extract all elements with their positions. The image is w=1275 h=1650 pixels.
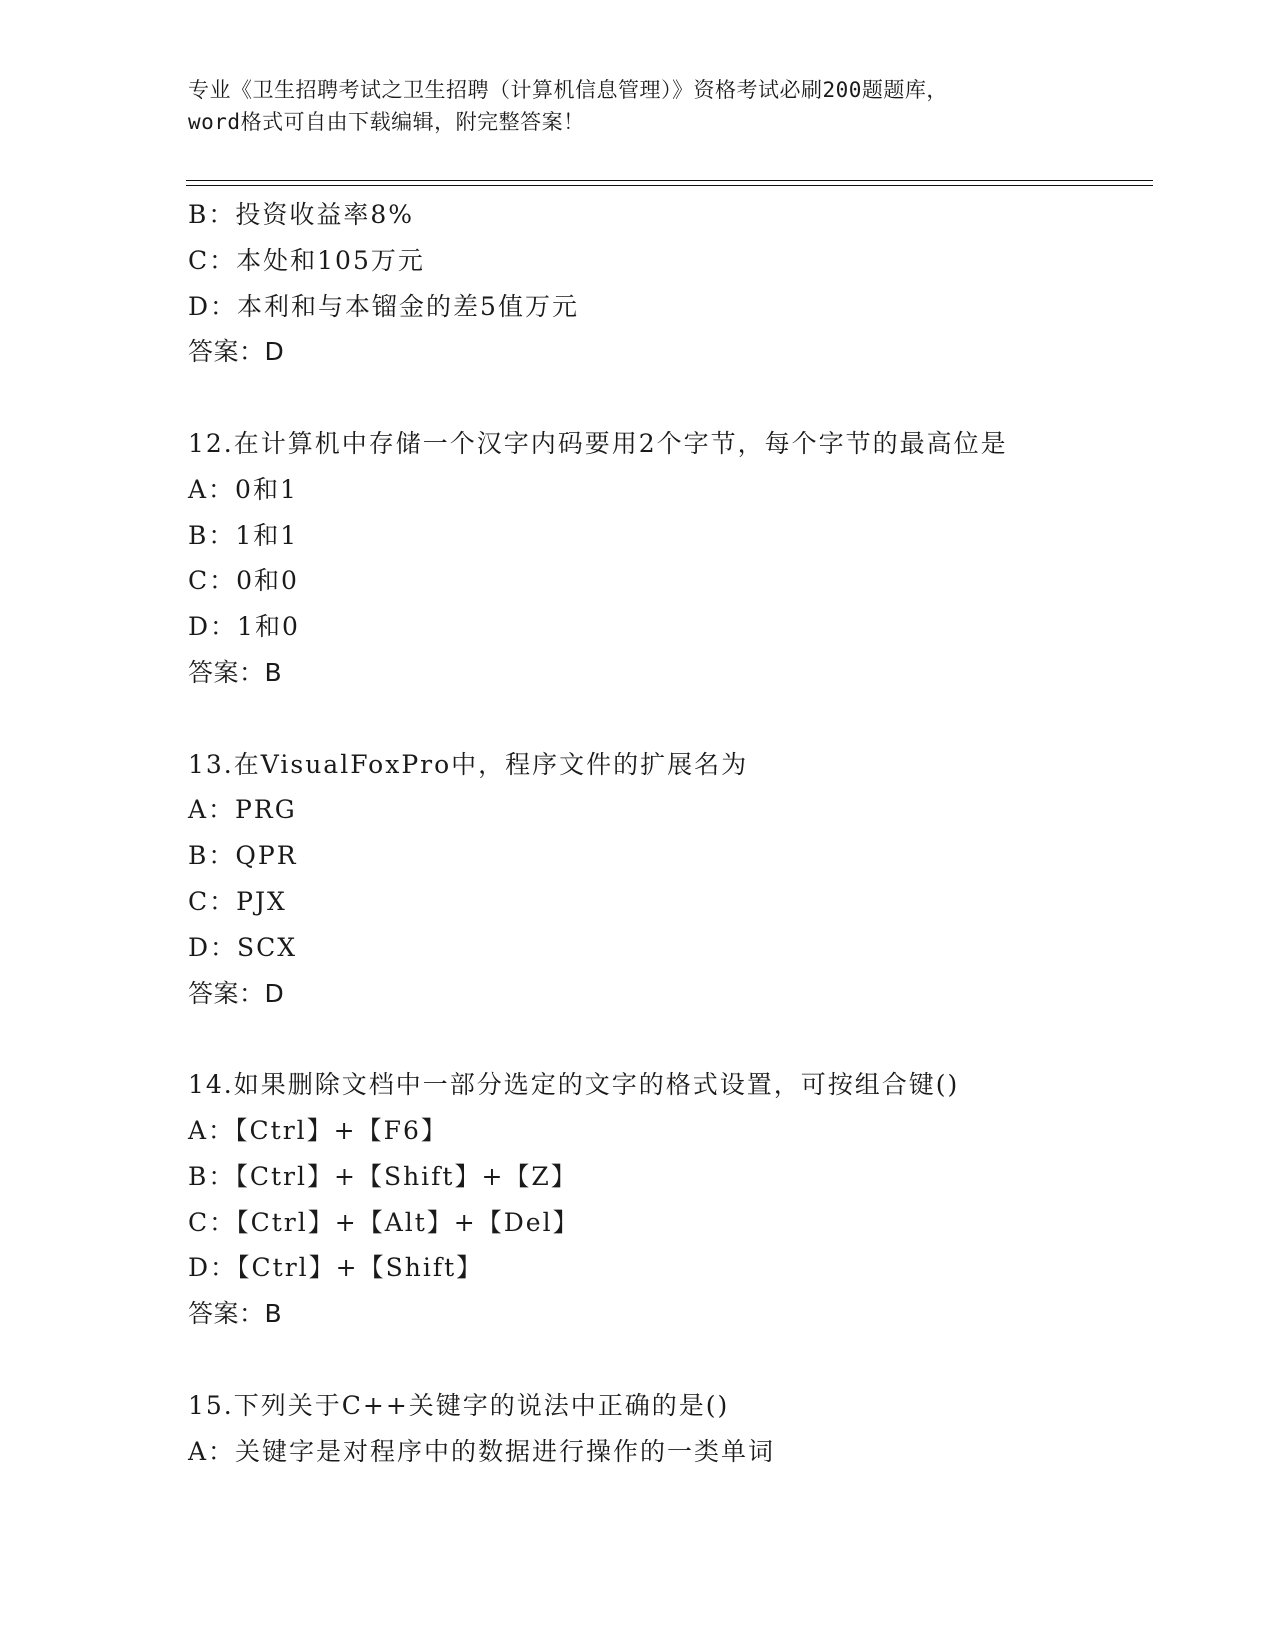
- header-line-1: 专业《卫生招聘考试之卫生招聘（计算机信息管理）》资格考试必刷200题题库，: [188, 78, 948, 102]
- header-line-2: word格式可自由下载编辑，附完整答案！: [188, 110, 585, 134]
- option-c: C：0和0: [188, 566, 299, 596]
- answer: 答案：B: [188, 1299, 283, 1329]
- question-14: [188, 1062, 1148, 1337]
- spacer: [188, 696, 1148, 742]
- option-a: A：【Ctrl】+【F6】: [188, 1115, 448, 1145]
- answer: 答案：D: [188, 978, 285, 1008]
- question-stem: 14.如果删除文档中一部分选定的文字的格式设置，可按组合键(): [188, 1070, 960, 1100]
- question-stem: 12.在计算机中存储一个汉字内码要用2个字节，每个字节的最高位是: [188, 428, 1008, 458]
- option-b: B：【Ctrl】+【Shift】+【Z】: [188, 1161, 578, 1191]
- question-11-remainder: [188, 192, 1148, 375]
- question-stem: 13.在VisualFoxPro中，程序文件的扩展名为: [188, 749, 749, 779]
- option-a: A：0和1: [188, 474, 298, 504]
- spacer: [188, 1016, 1148, 1062]
- question-stem: 15.下列关于C++关键字的说法中正确的是(): [188, 1390, 730, 1420]
- question-13: [188, 742, 1148, 1017]
- option-d: D：1和0: [188, 612, 300, 642]
- question-list: [188, 192, 1148, 1474]
- option-c: C：本处和105万元: [188, 245, 425, 275]
- option-b: B：投资收益率8%: [188, 200, 415, 229]
- option-b: B：QPR: [188, 841, 298, 871]
- option-c: C：PJX: [188, 886, 287, 916]
- option-d: D：SCX: [188, 932, 298, 962]
- spacer: [188, 1337, 1148, 1383]
- header-rule-top: [186, 180, 1153, 181]
- option-d: D：【Ctrl】+【Shift】: [188, 1253, 484, 1283]
- question-15: [188, 1383, 1148, 1475]
- option-c: C：【Ctrl】+【Alt】+【Del】: [188, 1207, 580, 1237]
- document-header: [188, 74, 1088, 138]
- option-b: B：1和1: [188, 520, 299, 550]
- option-a: A：PRG: [188, 795, 297, 825]
- option-a: A：关键字是对程序中的数据进行操作的一类单词: [188, 1436, 776, 1466]
- answer: 答案：D: [188, 337, 285, 367]
- question-12: [188, 421, 1148, 696]
- header-rule-bottom: [186, 185, 1153, 186]
- answer: 答案：B: [188, 657, 283, 687]
- option-d: D：本利和与本镏金的差5值万元: [188, 291, 579, 321]
- spacer: [188, 375, 1148, 421]
